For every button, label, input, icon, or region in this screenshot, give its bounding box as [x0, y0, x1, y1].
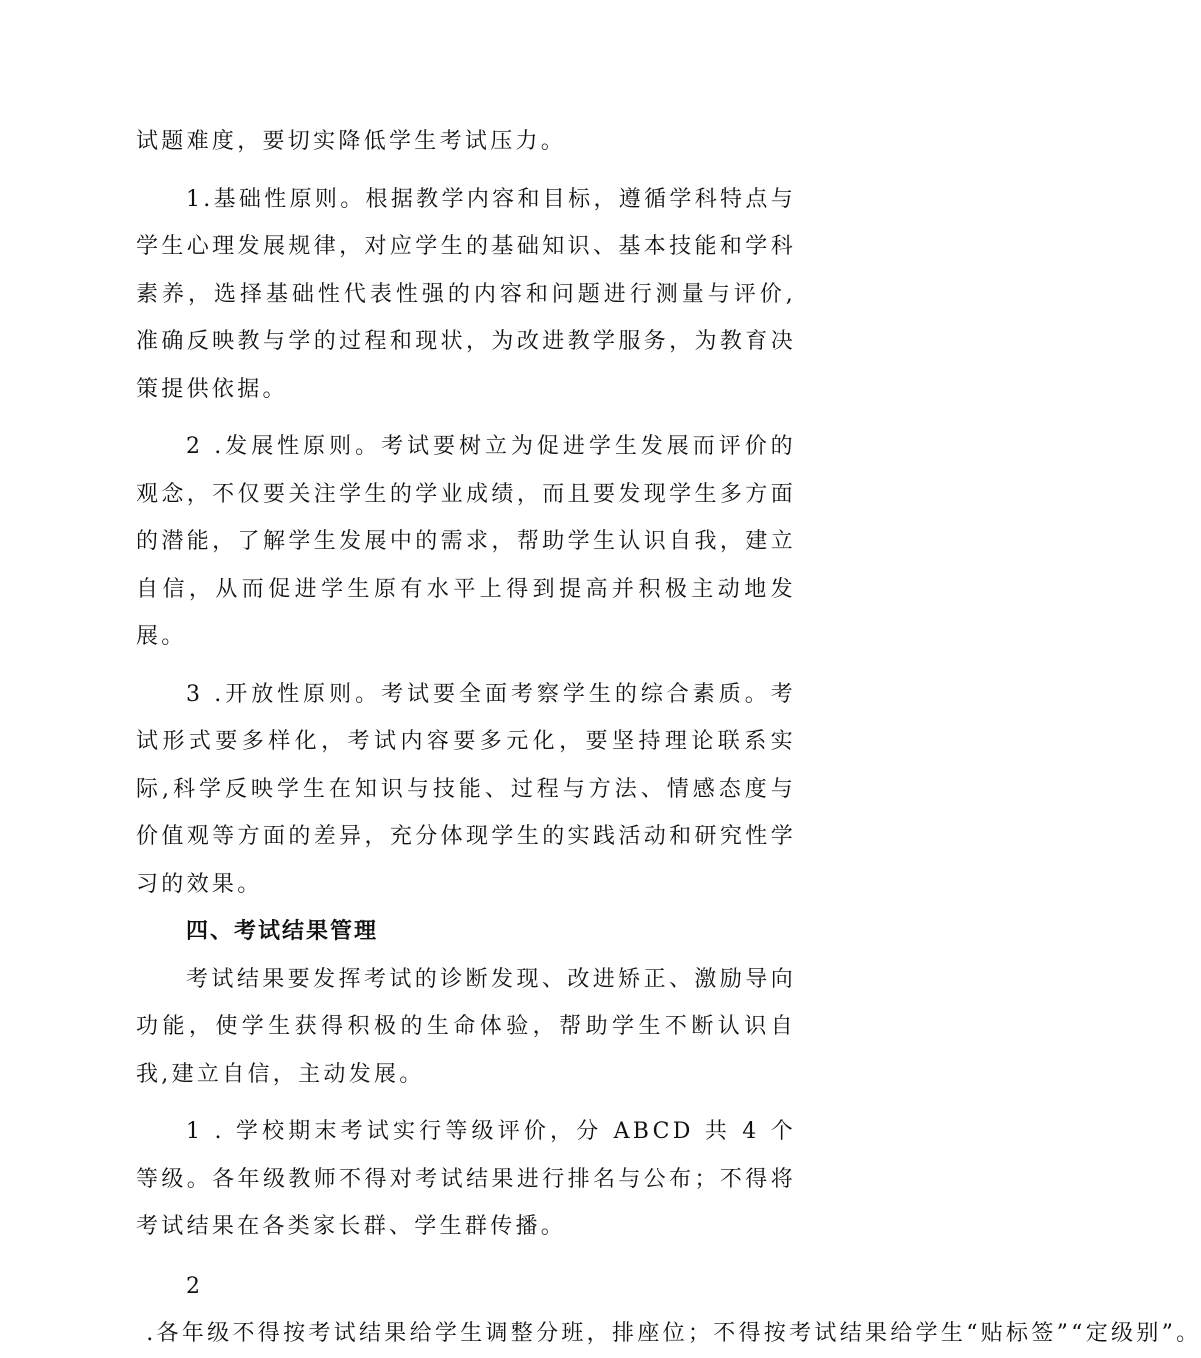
paragraph-results-intro: 考试结果要发挥考试的诊断发现、改进矫正、激励导向功能，使学生获得积极的生命体验，帮助学生不断认识自我,建立自信，主动发展。: [136, 966, 796, 1087]
paragraph-principle-basic: 1.基础性原则。根据教学内容和目标，遵循学科特点与学生心理发展规律，对应学生的基础知识、基本技能和学科素养，选择基础性代表性强的内容和问题进行测量与评价,准确反映教与学的过程和现状，为改进教学服务，为教育决策提供依据。: [136, 186, 796, 402]
paragraph-continuation: 试题难度，要切实降低学生考试压力。: [136, 129, 567, 154]
paragraph-results-item-1: 1 . 学校期末考试实行等级评价，分 ABCD 共 4 个等级。各年级教师不得对考试结果进行排名与公布；不得将考试结果在各类家长群、学生群传播。: [136, 1119, 796, 1239]
paragraph-results-item-2: [136, 1263, 1201, 1358]
paragraph-principle-openness: 3 .开放性原则。考试要全面考察学生的综合素质。考试形式要多样化，考试内容要多元化，要坚持理论联系实际,科学反映学生在知识与技能、过程与方法、情感态度与价值观等方面的差异，充分体现学生的实践活动和研究性学习的效果。: [136, 681, 796, 897]
item-2-text: .各年级不得按考试结果给学生调整分班，排座位；不得按考试结果给学生“贴标签”“定级别”。: [136, 1321, 1201, 1346]
item-2-number: 2: [186, 1273, 200, 1299]
document-body: [136, 118, 1201, 1358]
paragraph-principle-development: 2 .发展性原则。考试要树立为促进学生发展而评价的观念，不仅要关注学生的学业成绩，而且要发现学生多方面的潜能，了解学生发展中的需求，帮助学生认识自我，建立自信，从而促进学生原有水平上得到提高并积极主动地发展。: [136, 434, 796, 649]
section-heading: 四、考试结果管理: [186, 919, 379, 944]
